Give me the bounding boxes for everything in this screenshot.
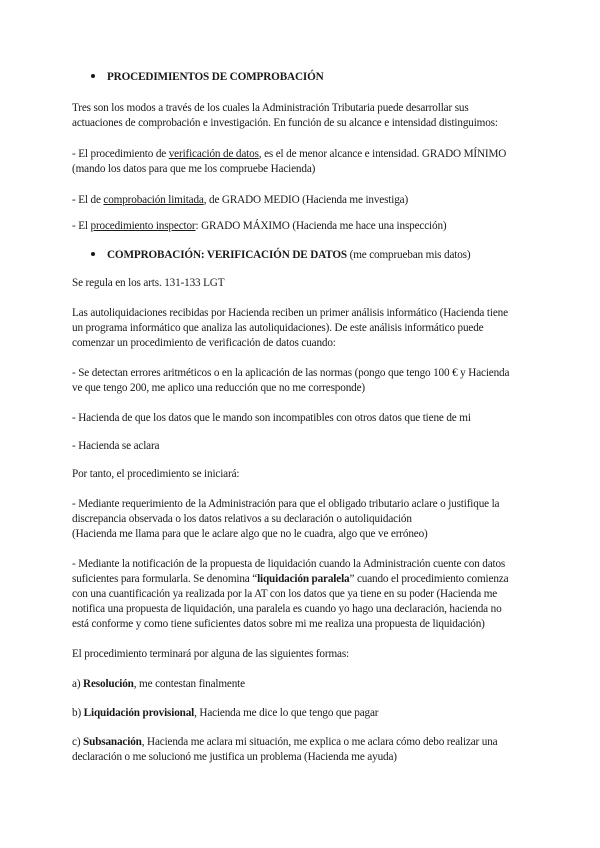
comprobacion-link: comprobación limitada — [103, 194, 204, 206]
start2-line-2: suficientes para formularla. Se denomina “liquidación paralela” cuando el procedimiento comienza — [72, 573, 509, 585]
bullet-icon — [91, 74, 95, 78]
inspector-link: procedimiento inspector — [90, 220, 196, 232]
verificacion-link: verificación de datos — [168, 148, 259, 160]
case1-line-2: ve que tengo 200, me aplico una reducción que no me corresponde) — [72, 382, 365, 394]
mode-verificacion: - El procedimiento de verificación de datos, es el de menor alcance e intensidad. GRADO MÍNIMO — [72, 148, 507, 160]
autoliq-line-2: un programa informático que analiza las autoliquidaciones). De este análisis informático puede — [72, 322, 484, 334]
mode-verificacion-line-2: (mando los datos para que me los compruebe Hacienda) — [72, 163, 316, 175]
intro-line-1: Tres son los modos a través de los cuales la Administración Tributaria puede desarrollar sus — [72, 102, 469, 114]
start1-line-2: discrepancia observada o los datos relativos a su declaración o autoliquidación — [72, 513, 412, 525]
start1-line-1: - Mediante requerimiento de la Administración para que el obligado tributario aclare o justifique la — [72, 498, 500, 510]
bullet-icon — [91, 252, 95, 256]
liquidacion-paralela-term: liquidación paralela — [257, 573, 350, 585]
case3-text: - Hacienda se aclara — [72, 440, 160, 452]
start2-line-5: está conforme y como tiene suficientes datos sobre mi me realiza una propuesta de liquidación) — [72, 618, 485, 630]
intro-line-2: actuaciones de comprobación e investigación. En función de su alcance e intensidad distinguimos: — [72, 117, 498, 129]
section-heading-procedimientos: PROCEDIMIENTOS DE COMPROBACIÓN — [91, 70, 324, 86]
therefore-text: Por tanto, el procedimiento se iniciará: — [72, 468, 240, 480]
ending-a: a) Resolución, me contestan finalmente — [72, 678, 245, 690]
start2-line-4: notifica una propuesta de liquidación, una paralela es cuando yo hago una declaración, hacienda no — [72, 603, 502, 615]
case1-line-1: - Se detectan errores aritméticos o en la aplicación de las normas (pongo que tengo 100 € y Hacienda — [72, 367, 510, 379]
autoliq-line-3: comenzar un procedimiento de verificación de datos cuando: — [72, 337, 336, 349]
start2-line-3: con una cuantificación ya realizada por la AT con los datos que ya tiene en su poder (Hacienda me — [72, 588, 498, 600]
ending-c-line-2: declaración o me solucionó me justifica un problema (Hacienda me ayuda) — [72, 751, 397, 763]
ending-text: El procedimiento terminará por alguna de las siguientes formas: — [72, 648, 349, 660]
case2-text: - Hacienda de que los datos que le mando son incompatibles con otros datos que tiene de mi — [72, 412, 471, 424]
ending-c: c) Subsanación, Hacienda me aclara mi situación, me explica o me aclara cómo debo realizar una — [72, 736, 498, 748]
start2-line-1: - Mediante la notificación de la propuesta de liquidación cuando la Administración cuente con datos — [72, 558, 506, 570]
autoliq-line-1: Las autoliquidaciones recibidas por Hacienda reciben un primer análisis informático (Hacienda tiene — [72, 307, 508, 319]
start1-line-3: (Hacienda me llama para que le aclare algo que no le cuadra, algo que ve erróneo) — [72, 528, 428, 540]
mode-comprobacion: - El de comprobación limitada, de GRADO MEDIO (Hacienda me investiga) — [72, 194, 409, 206]
regulation-text: Se regula en los arts. 131-133 LGT — [72, 277, 225, 289]
section-heading-verificacion: COMPROBACIÓN: VERIFICACIÓN DE DATOS (me comprueban mis datos) — [91, 248, 470, 264]
ending-b: b) Liquidación provisional, Hacienda me dice lo que tengo que pagar — [72, 707, 379, 719]
mode-inspector: - El procedimiento inspector: GRADO MÁXIMO (Hacienda me hace una inspección) — [72, 220, 447, 232]
